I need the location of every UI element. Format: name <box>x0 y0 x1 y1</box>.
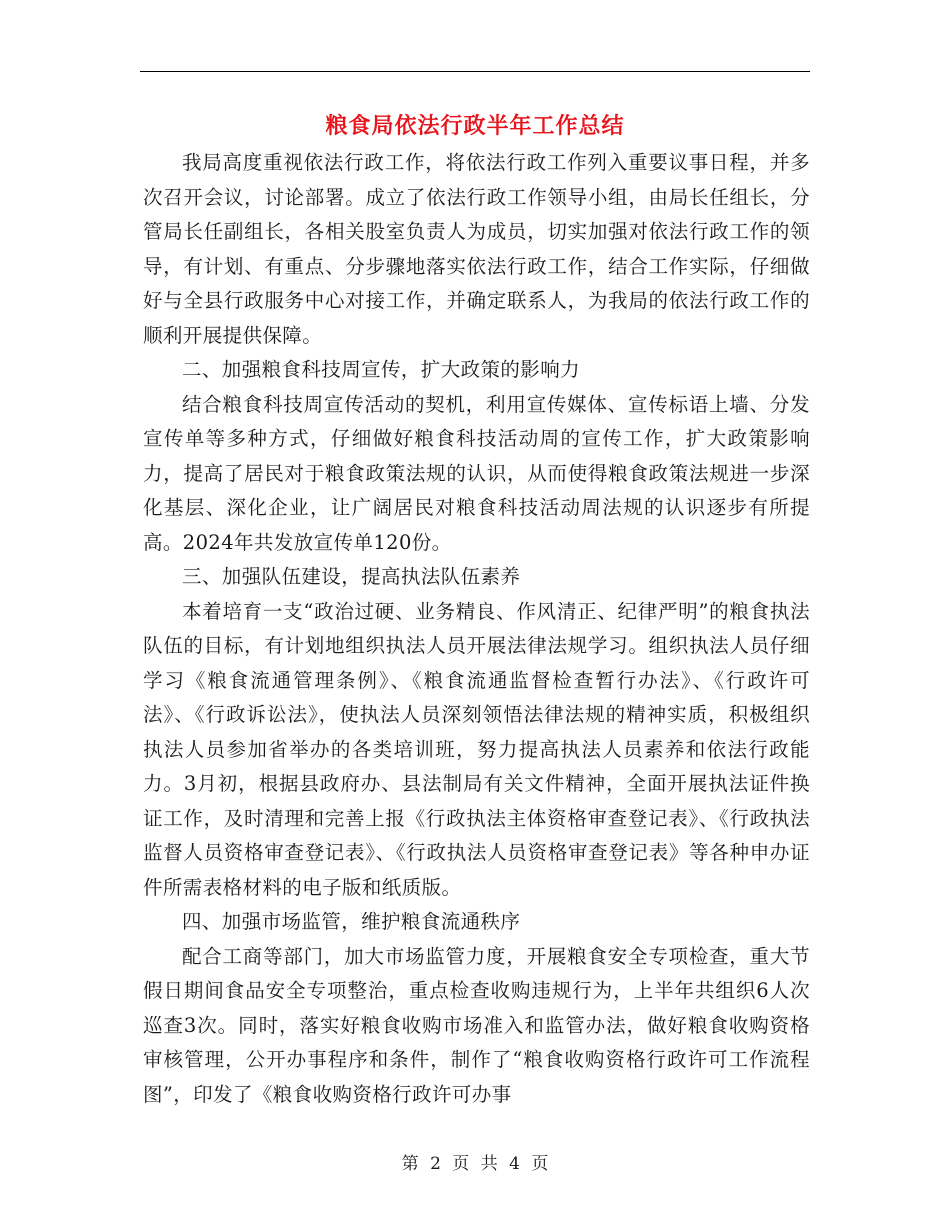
page-number-footer: 第 2 页 共 4 页 <box>401 1154 549 1174</box>
section-heading-2: 二、加强粮食科技周宣传，扩大政策的影响力 <box>182 358 581 381</box>
header-rule <box>140 71 810 72</box>
document-body <box>143 146 810 1112</box>
paragraph-intro: 我局高度重视依法行政工作，将依法行政工作列入重要议事日程，并多次召开会议，讨论部署。成立了依法行政工作领导小组，由局长任组长，分管局长任副组长，各相关股室负责人为成员，切实加强对依法行政工作的领导，有计划、有重点、分步骤地落实依法行政工作，结合工作实际，仔细做好与全县行政服务中心对接工作，并确定联系人，为我局的依法行政工作的顺利开展提供保障。 <box>143 151 810 347</box>
paragraph-section-3: 本着培育一支“政治过硬、业务精良、作风清正、纪律严明”的粮食执法队伍的目标，有计划地组织执法人员开展法律法规学习。组织执法人员仔细学习《粮食流通管理条例》、《粮食流通监督检查暂行办法》、《行政许可法》、《行政诉讼法》，使执法人员深刻领悟法律法规的精神实质，积极组织执法人员参加省举办的各类培训班，努力提高执法人员素养和依法行政能力。3月初，根据县政府办、县法制局有关文件精神，全面开展执法证件换证工作，及时清理和完善上报《行政执法主体资格审查登记表》、《行政执法监督人员资格审查登记表》、《行政执法人员资格审查登记表》等各种申办证件所需表格材料的电子版和纸质版。 <box>143 599 810 899</box>
section-heading-4: 四、加强市场监管，维护粮食流通秩序 <box>182 910 521 933</box>
paragraph-section-2: 结合粮食科技周宣传活动的契机，利用宣传媒体、宣传标语上墙、分发宣传单等多种方式，仔细做好粮食科技活动周的宣传工作，扩大政策影响力，提高了居民对于粮食政策法规的认识，从而使得粮食政策法规进一步深化基层、深化企业，让广阔居民对粮食科技活动周法规的认识逐步有所提高。2024年共发放宣传单120份。 <box>143 392 810 554</box>
paragraph-section-4: 配合工商等部门，加大市场监管力度，开展粮食安全专项检查，重大节假日期间食品安全专项整治，重点检查收购违规行为，上半年共组织6人次巡查3次。同时，落实好粮食收购市场准入和监管办法，做好粮食收购资格审核管理，公开办事程序和条件，制作了“粮食收购资格行政许可工作流程图”，印发了《粮食收购资格行政许可办事 <box>143 944 810 1106</box>
section-heading-3: 三、加强队伍建设，提高执法队伍素养 <box>182 565 521 588</box>
document-title: 粮食局依法行政半年工作总结 <box>325 113 625 139</box>
